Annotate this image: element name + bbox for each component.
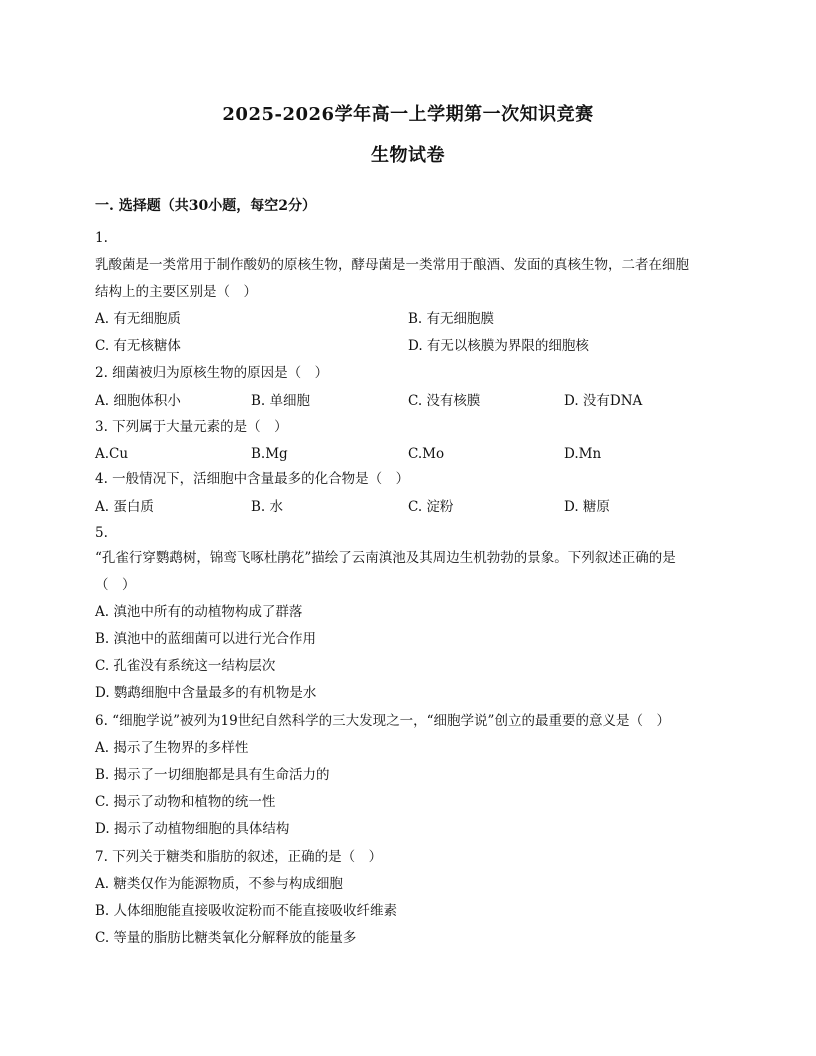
- question-2-option-b: B. 单细胞: [251, 393, 311, 409]
- exam-subtitle: 生物试卷: [371, 145, 445, 166]
- exam-title: 2025-2026学年高一上学期第一次知识竞赛: [222, 104, 594, 125]
- question-5-number: 5.: [95, 525, 108, 541]
- question-5-option-c: C. 孔雀没有系统这一结构层次: [95, 658, 276, 674]
- question-1-number: 1.: [95, 230, 108, 246]
- section-heading: 一. 选择题（共30小题，每空2分）: [95, 198, 316, 214]
- question-7-stem: 7. 下列关于糖类和脂肪的叙述，正确的是（ ）: [95, 849, 383, 865]
- question-4-option-c: C. 淀粉: [408, 499, 454, 515]
- question-3-stem: 3. 下列属于大量元素的是（ ）: [95, 419, 288, 435]
- question-4-option-a: A. 蛋白质: [95, 499, 154, 515]
- question-6-option-c: C. 揭示了动物和植物的统一性: [95, 794, 276, 810]
- question-1-option-a: A. 有无细胞质: [95, 311, 181, 327]
- question-4-option-b: B. 水: [251, 499, 284, 515]
- question-1-option-d: D. 有无以核膜为界限的细胞核: [408, 338, 589, 354]
- question-6-option-a: A. 揭示了生物界的多样性: [95, 740, 249, 756]
- question-3-option-d: D.Mn: [564, 446, 602, 462]
- question-3-option-a: A.Cu: [95, 446, 129, 462]
- question-5-stem-line1: “孔雀行穿鹦鹉树，锦鸾飞啄杜鹃花”描绘了云南滇池及其周边生机勃勃的景象。下列叙述正确的是: [95, 550, 676, 566]
- question-2-option-a: A. 细胞体积小: [95, 393, 181, 409]
- question-1-stem-line1: 乳酸菌是一类常用于制作酸奶的原核生物，酵母菌是一类常用于酿酒、发面的真核生物，二者在细胞: [95, 257, 689, 273]
- question-6-option-b: B. 揭示了一切细胞都是具有生命活力的: [95, 767, 330, 783]
- question-4-stem: 4. 一般情况下，活细胞中含量最多的化合物是（ ）: [95, 471, 410, 487]
- question-5-option-d: D. 鹦鹉细胞中含量最多的有机物是水: [95, 685, 317, 701]
- question-3-option-b: B.Mg: [251, 446, 288, 462]
- question-7-option-a: A. 糖类仅作为能源物质，不参与构成细胞: [95, 876, 343, 892]
- question-5-option-b: B. 滇池中的蓝细菌可以进行光合作用: [95, 631, 317, 647]
- question-6-stem: 6. “细胞学说”被列为19世纪自然科学的三大发现之一，“细胞学说”创立的最重要的意义是（ ）: [95, 713, 670, 729]
- question-2-option-d: D. 没有DNA: [564, 393, 643, 409]
- question-2-option-c: C. 没有核膜: [408, 393, 481, 409]
- question-4-option-d: D. 糖原: [564, 499, 610, 515]
- question-3-option-c: C.Mo: [408, 446, 445, 462]
- question-2-stem: 2. 细菌被归为原核生物的原因是（ ）: [95, 365, 329, 381]
- question-1-option-c: C. 有无核糖体: [95, 338, 181, 354]
- question-5-option-a: A. 滇池中所有的动植物构成了群落: [95, 604, 303, 620]
- question-5-stem-line2: （ ）: [95, 577, 136, 593]
- question-1-option-b: B. 有无细胞膜: [408, 311, 495, 327]
- question-7-option-c: C. 等量的脂肪比糖类氧化分解释放的能量多: [95, 930, 357, 946]
- question-7-option-b: B. 人体细胞能直接吸收淀粉而不能直接吸收纤维素: [95, 903, 398, 919]
- question-6-option-d: D. 揭示了动植物细胞的具体结构: [95, 821, 290, 837]
- question-1-stem-line2: 结构上的主要区别是（ ）: [95, 284, 257, 300]
